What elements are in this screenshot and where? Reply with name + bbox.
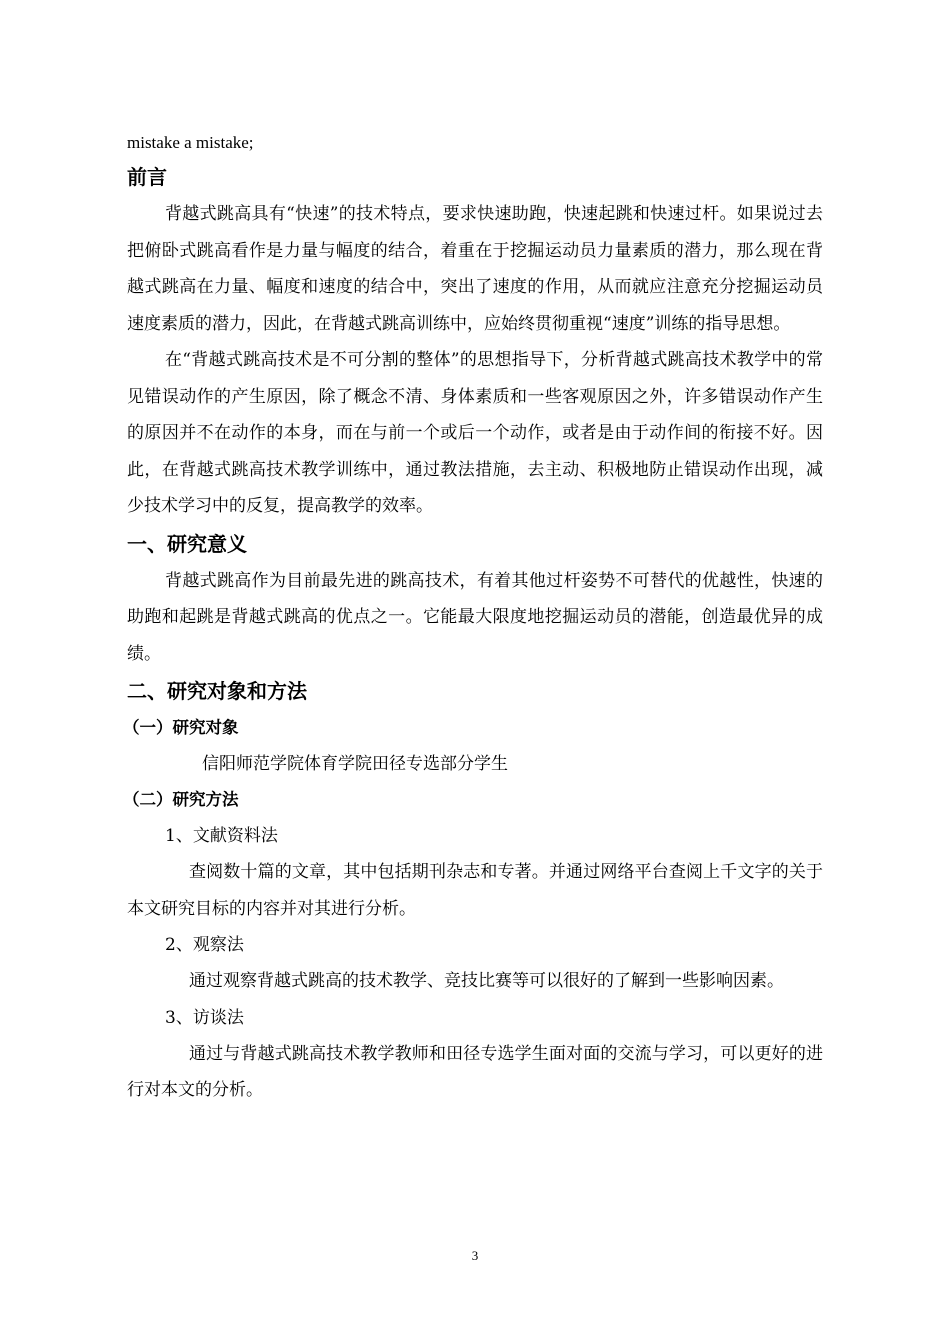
section-2-heading xyxy=(127,672,823,710)
top-text-fragment: mistake a mistake; xyxy=(127,133,254,152)
preface-paragraph-1: 背越式跳高具有“快速”的技术特点，要求快速助跑，快速起跳和快速过杆。如果说过去把俯卧式跳高看作是力量与幅度的结合，着重在于挖掘运动员力量素质的潜力，那么现在背越式跳高在力量、幅度和速度的结合中，突出了速度的作用，从而就应注意充分挖掘运动员速度素质的潜力，因此，在背越式跳高训练中，应始终贯彻重视“速度”训练的指导思想。 xyxy=(127,204,823,334)
page-number: 3 xyxy=(471,1248,479,1263)
section-1-heading: 一、研究意义 xyxy=(127,531,247,556)
method-3-title: 3、访谈法 xyxy=(165,1007,244,1028)
section-2-heading-text: 二、研究对象和方法 xyxy=(127,679,307,703)
subsection-2-heading: （二）研究方法 xyxy=(123,790,239,809)
method-3-text: 通过与背越式跳高技术教学教师和田径专选学生面对面的交流与学习，可以更好的进行对本文的分析。 xyxy=(127,1043,823,1100)
method-2-text: 通过观察背越式跳高的技术教学、竞技比赛等可以很好的了解到一些影响因素。 xyxy=(189,971,784,991)
subsection-1-heading: （一）研究对象 xyxy=(123,718,239,737)
preface-heading: 前言 xyxy=(127,165,167,189)
method-2-title: 2、观察法 xyxy=(165,935,244,955)
method-1-text: 查阅数十篇的文章，其中包括期刊杂志和专著。并通过网络平台查阅上千文字的关于本文研究目标的内容并对其进行分析。 xyxy=(127,862,823,919)
method-1-title: 1、文献资料法 xyxy=(165,826,278,846)
section-1-paragraph: 背越式跳高作为目前最先进的跳高技术，有着其他过杆姿势不可替代的优越性，快速的助跑和起跳是背越式跳高的优点之一。它能最大限度地挖掘运动员的潜能，创造最优异的成绩。 xyxy=(127,570,823,664)
page-content xyxy=(123,128,823,1109)
preface-paragraph-2: 在“背越式跳高技术是不可分割的整体”的思想指导下，分析背越式跳高技术教学中的常见错误动作的产生原因，除了概念不清、身体素质和一些客观原因之外，许多错误动作产生的原因并不在动作的本身，而在与前一个或后一个动作，或者是由于动作间的衔接不好。因此，在背越式跳高技术教学训练中，通过教法措施，去主动、积极地防止错误动作出现，减少技术学习中的反复，提高教学的效率。 xyxy=(127,350,823,516)
subsection-1-text: 信阳师范学院体育学院田径专选部分学生 xyxy=(202,754,508,774)
